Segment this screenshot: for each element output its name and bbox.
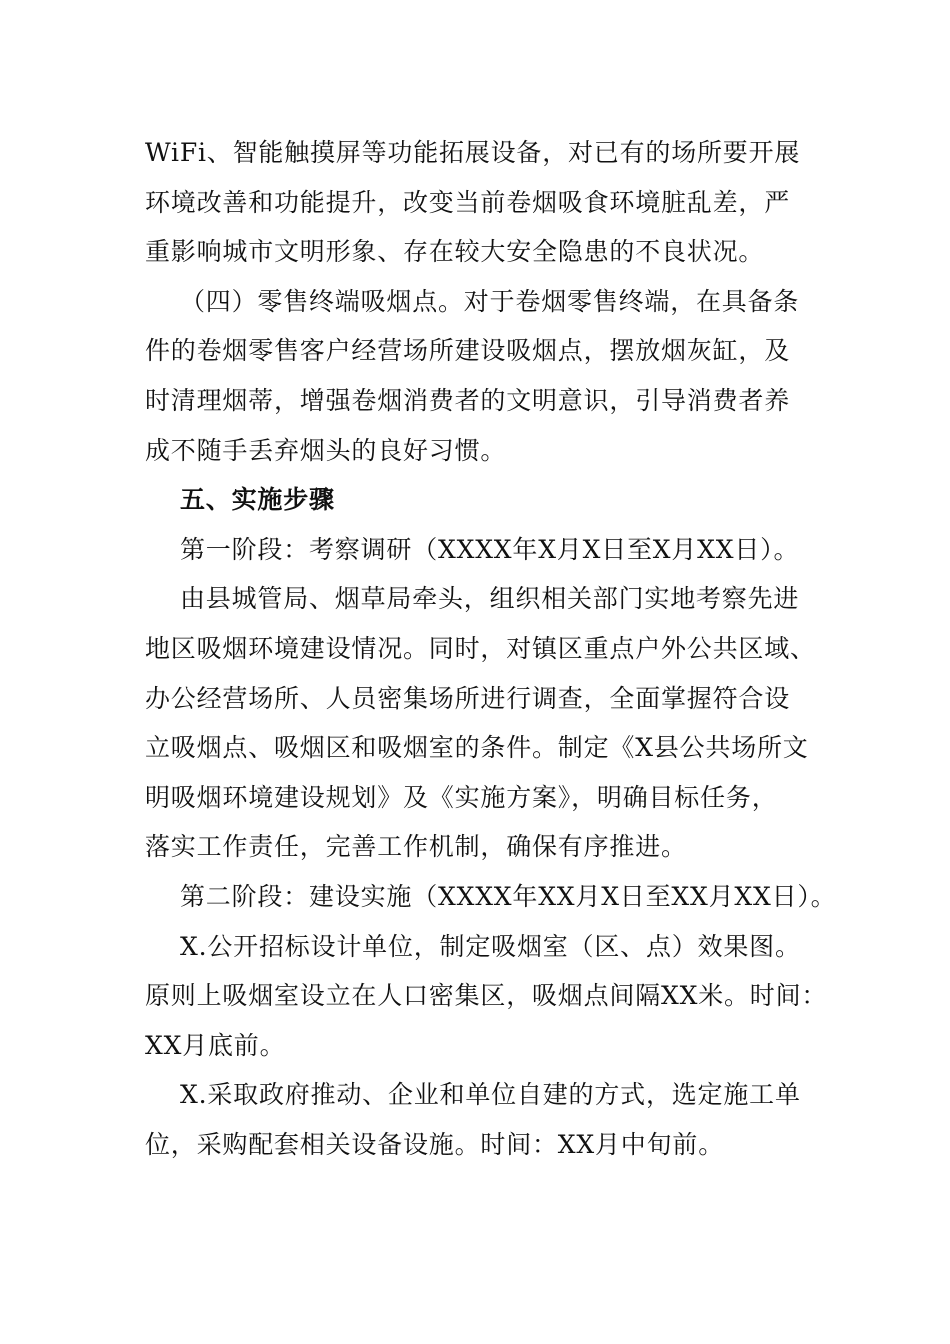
body-line: 件的卷烟零售客户经营场所建设吸烟点，摆放烟灰缸，及 (145, 336, 791, 366)
body-line: X.公开招标设计单位，制定吸烟室（区、点）效果图。 (180, 931, 801, 961)
body-line: 位，采购配套相关设备设施。时间：XX月中旬前。 (145, 1129, 724, 1159)
body-line: 办公经营场所、人员密集场所进行调查，全面掌握符合设 (145, 683, 791, 713)
body-line: 由县城管局、烟草局牵头，组织相关部门实地考察先进 (180, 584, 800, 614)
body-line: 明吸烟环境建设规划》及《实施方案》，明确目标任务， (145, 782, 778, 812)
body-line: XX月底前。 (145, 1030, 286, 1060)
body-line: 第一阶段：考察调研（XXXX年X月X日至X月XX日）。 (180, 534, 800, 564)
body-line: （四）零售终端吸烟点。对于卷烟零售终端，在具备条 (180, 286, 800, 316)
body-line: 成不随手丢弃烟头的良好习惯。 (145, 435, 507, 465)
body-line: 环境改善和功能提升，改变当前卷烟吸食环境脏乱差，严 (145, 187, 791, 217)
body-line: 落实工作责任，完善工作机制，确保有序推进。 (145, 832, 687, 862)
body-line: 立吸烟点、吸烟区和吸烟室的条件。制定《X县公共场所文 (145, 733, 809, 763)
body-line: 时清理烟蒂，增强卷烟消费者的文明意识，引导消费者养 (145, 385, 791, 415)
body-line: 重影响城市文明形象、存在较大安全隐患的不良状况。 (145, 237, 765, 267)
body-line: X.采取政府推动、企业和单位自建的方式，选定施工单 (180, 1080, 801, 1110)
body-line: 第二阶段：建设实施（XXXX年XX月X日至XX月XX日）。 (180, 881, 837, 911)
section-heading: 五、实施步骤 (180, 485, 335, 515)
body-line: WiFi、智能触摸屏等功能拓展设备，对已有的场所要开展 (145, 138, 801, 167)
body-line: 地区吸烟环境建设情况。同时，对镇区重点户外公共区域、 (145, 633, 816, 663)
document-body (145, 128, 837, 1169)
body-line: 原则上吸烟室设立在人口密集区，吸烟点间隔XX米。时间： (145, 981, 828, 1011)
